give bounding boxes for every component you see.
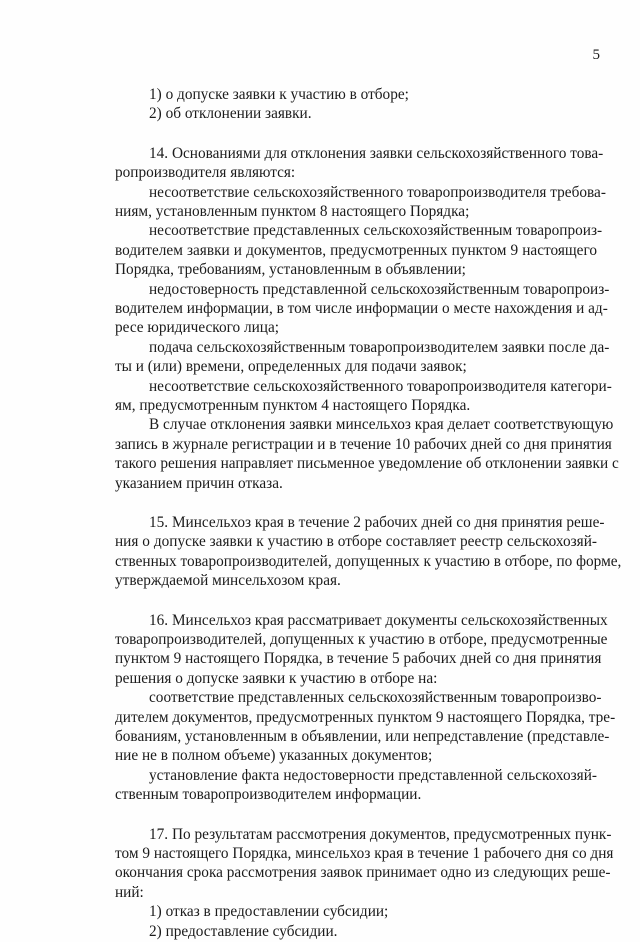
text-line: запись в журнале регистрации и в течение 10 рабочих дней со дня принятия — [115, 436, 612, 453]
text-line: 2) предоставление субсидии. — [149, 923, 338, 940]
text-line: том 9 настоящего Порядка, минсельхоз края в течение 1 рабочего дня со дня — [115, 845, 614, 862]
text-line: несоответствие представленных сельскохозяйственным товаропроиз- — [149, 222, 603, 239]
text-line: 15. Минсельхоз края в течение 2 рабочих дней со дня принятия реше- — [149, 514, 605, 531]
text-line: ние не в полном объеме) указанных документов; — [115, 747, 433, 764]
text-line: указанием причин отказа. — [115, 475, 283, 492]
text-line: недостоверность представленной сельскохозяйственным товаропроиз- — [149, 281, 610, 298]
text-line: пунктом 9 настоящего Порядка, в течение 5 рабочих дней со дня принятия — [115, 650, 602, 667]
text-line: В случае отклонения заявки минсельхоз края делает соответствующую — [149, 416, 614, 433]
text-line: водителем информации, в том числе информации о месте нахождения и ад- — [115, 300, 608, 317]
text-line: решения о допуске заявки к участию в отборе на: — [115, 670, 438, 687]
text-line: 16. Минсельхоз края рассматривает документы сельскохозяйственных — [149, 612, 608, 629]
text-line: подача сельскохозяйственным товаропроизводителем заявки после да- — [149, 339, 610, 356]
text-line: бованиям, установленным в объявлении, или непредставление (представле- — [115, 728, 610, 745]
text-line: водителем заявки и документов, предусмотренных пунктом 9 настоящего — [115, 242, 597, 259]
text-line: товаропроизводителей, допущенных к участию в отборе, предусмотренные — [115, 631, 608, 648]
text-line: 1) отказ в предоставлении субсидии; — [149, 903, 389, 920]
text-line: несоответствие сельскохозяйственного товаропроизводителя требова- — [149, 184, 606, 201]
text-line: ния о допуске заявки к участию в отборе составляет реестр сельскохозяй- — [115, 533, 597, 550]
text-line: ственных товаропроизводителей, допущенных к участию в отборе, по форме, — [115, 553, 622, 570]
text-line: ниям, установленным пунктом 8 настоящего Порядка; — [115, 203, 470, 220]
text-line: 17. По результатам рассмотрения документов, предусмотренных пунк- — [149, 826, 612, 843]
text-line: ственным товаропроизводителем информации. — [115, 786, 422, 803]
text-line: утверждаемой минсельхозом края. — [115, 572, 341, 589]
page-number: 5 — [592, 47, 600, 63]
text-line: такого решения направляет письменное уведомление об отклонении заявки с — [115, 455, 619, 472]
text-line: установление факта недостоверности представленной сельскохозяй- — [149, 767, 597, 784]
text-line: дителем документов, предусмотренных пунктом 9 настоящего Порядка, тре- — [115, 709, 616, 726]
text-line: 2) об отклонении заявки. — [149, 105, 312, 122]
text-line: 1) о допуске заявки к участию в отборе; — [149, 86, 409, 103]
text-line: ропроизводителя являются: — [115, 164, 296, 181]
text-line: ресе юридического лица; — [115, 319, 280, 336]
text-line: несоответствие сельскохозяйственного товаропроизводителя категори- — [149, 378, 612, 395]
text-line: соответствие представленных сельскохозяйственным товаропроизво- — [149, 689, 602, 706]
text-line: окончания срока рассмотрения заявок принимает одно из следующих реше- — [115, 864, 611, 881]
text-line: ты и (или) времени, определенных для подачи заявок; — [115, 358, 467, 375]
text-line: ний: — [115, 884, 144, 901]
text-line: 14. Основаниями для отклонения заявки сельскохозяйственного това- — [149, 145, 604, 162]
text-line: Порядка, требованиям, установленным в объявлении; — [115, 261, 466, 278]
text-line: ям, предусмотренным пунктом 4 настоящего Порядка. — [115, 397, 471, 414]
